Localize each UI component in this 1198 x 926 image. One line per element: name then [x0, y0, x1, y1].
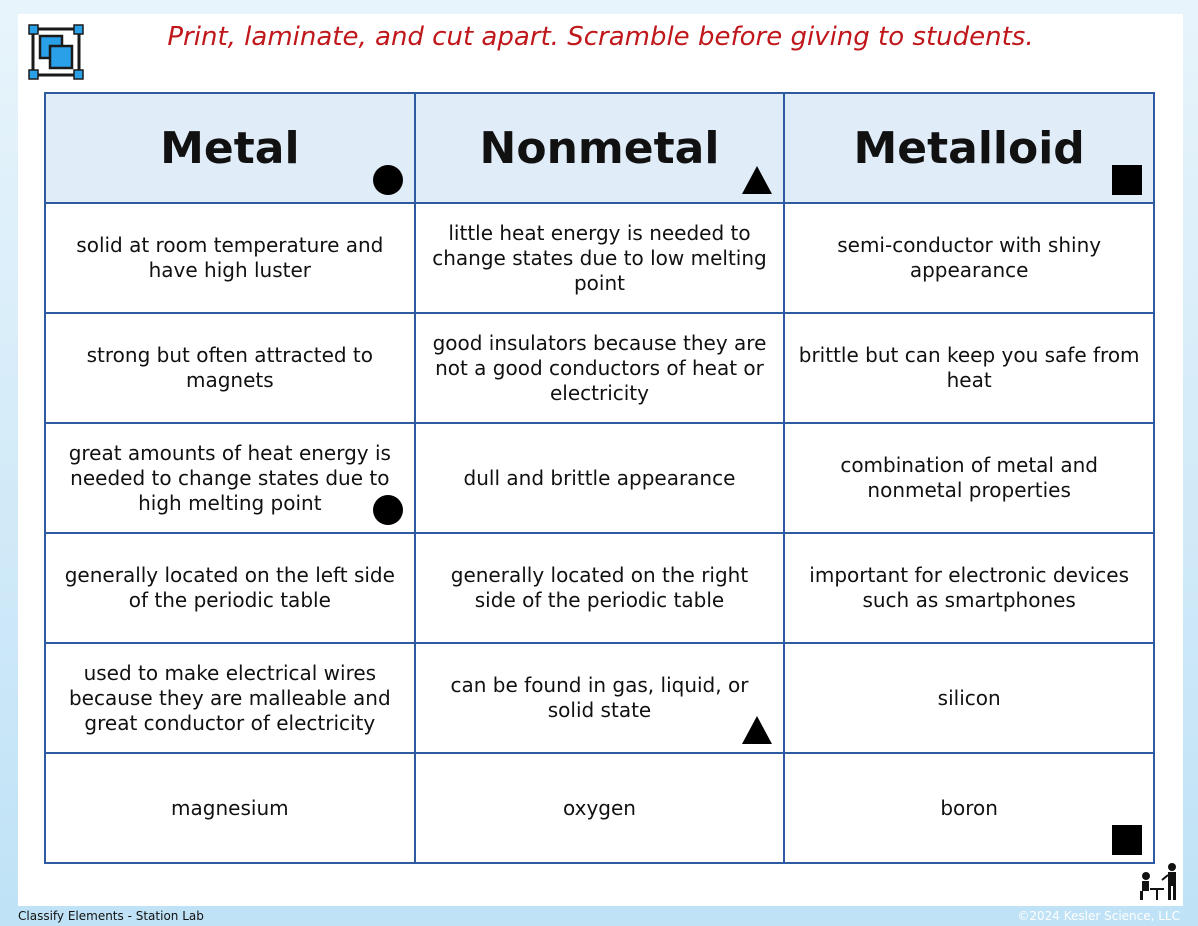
card-row — [45, 753, 1154, 863]
footer-title: Classify Elements - Station Lab — [18, 909, 204, 923]
card-row — [45, 423, 1154, 533]
card: little heat energy is needed to change states due to low melting point — [415, 203, 785, 313]
header-card-metalloid — [784, 93, 1154, 203]
card: magnesium — [45, 753, 415, 863]
header-label-nonmetal: Nonmetal — [479, 122, 720, 174]
card: used to make electrical wires because they are malleable and great conductor of electricity — [45, 643, 415, 753]
footer-copyright: ©2024 Kesler Science, LLC — [1017, 909, 1180, 923]
card-text: boron — [940, 795, 998, 820]
header-card-nonmetal — [415, 93, 785, 203]
header-label-metalloid: Metalloid — [853, 122, 1085, 174]
card: silicon — [784, 643, 1154, 753]
card: brittle but can keep you safe from heat — [784, 313, 1154, 423]
circle-marker-icon — [372, 164, 404, 196]
triangle-marker-icon — [741, 164, 773, 196]
header-row — [45, 93, 1154, 203]
card: combination of metal and nonmetal properties — [784, 423, 1154, 533]
card: strong but often attracted to magnets — [45, 313, 415, 423]
card: oxygen — [415, 753, 785, 863]
card — [45, 423, 415, 533]
card-text: great amounts of heat energy is needed to change states due to high melting point — [68, 440, 391, 515]
classification-card-grid — [44, 92, 1155, 864]
header-label-metal: Metal — [160, 122, 300, 174]
teacher-students-icon — [1138, 862, 1182, 902]
card — [784, 753, 1154, 863]
card-row — [45, 533, 1154, 643]
circle-marker-icon — [372, 494, 404, 526]
card: important for electronic devices such as smartphones — [784, 533, 1154, 643]
card-row — [45, 643, 1154, 753]
card: good insulators because they are not a good conductors of heat or electricity — [415, 313, 785, 423]
card — [415, 643, 785, 753]
card: solid at room temperature and have high luster — [45, 203, 415, 313]
card: generally located on the left side of the periodic table — [45, 533, 415, 643]
card-row — [45, 313, 1154, 423]
instruction-text: Print, laminate, and cut apart. Scramble before giving to students. — [167, 22, 1034, 52]
header-card-metal — [45, 93, 415, 203]
triangle-marker-icon — [741, 714, 773, 746]
card: semi-conductor with shiny appearance — [784, 203, 1154, 313]
square-marker-icon — [1111, 164, 1143, 196]
card-row — [45, 203, 1154, 313]
card-sheet — [18, 14, 1183, 906]
card: dull and brittle appearance — [415, 423, 785, 533]
square-marker-icon — [1111, 824, 1143, 856]
card-text: can be found in gas, liquid, or solid state — [450, 673, 749, 722]
card: generally located on the right side of the periodic table — [415, 533, 785, 643]
